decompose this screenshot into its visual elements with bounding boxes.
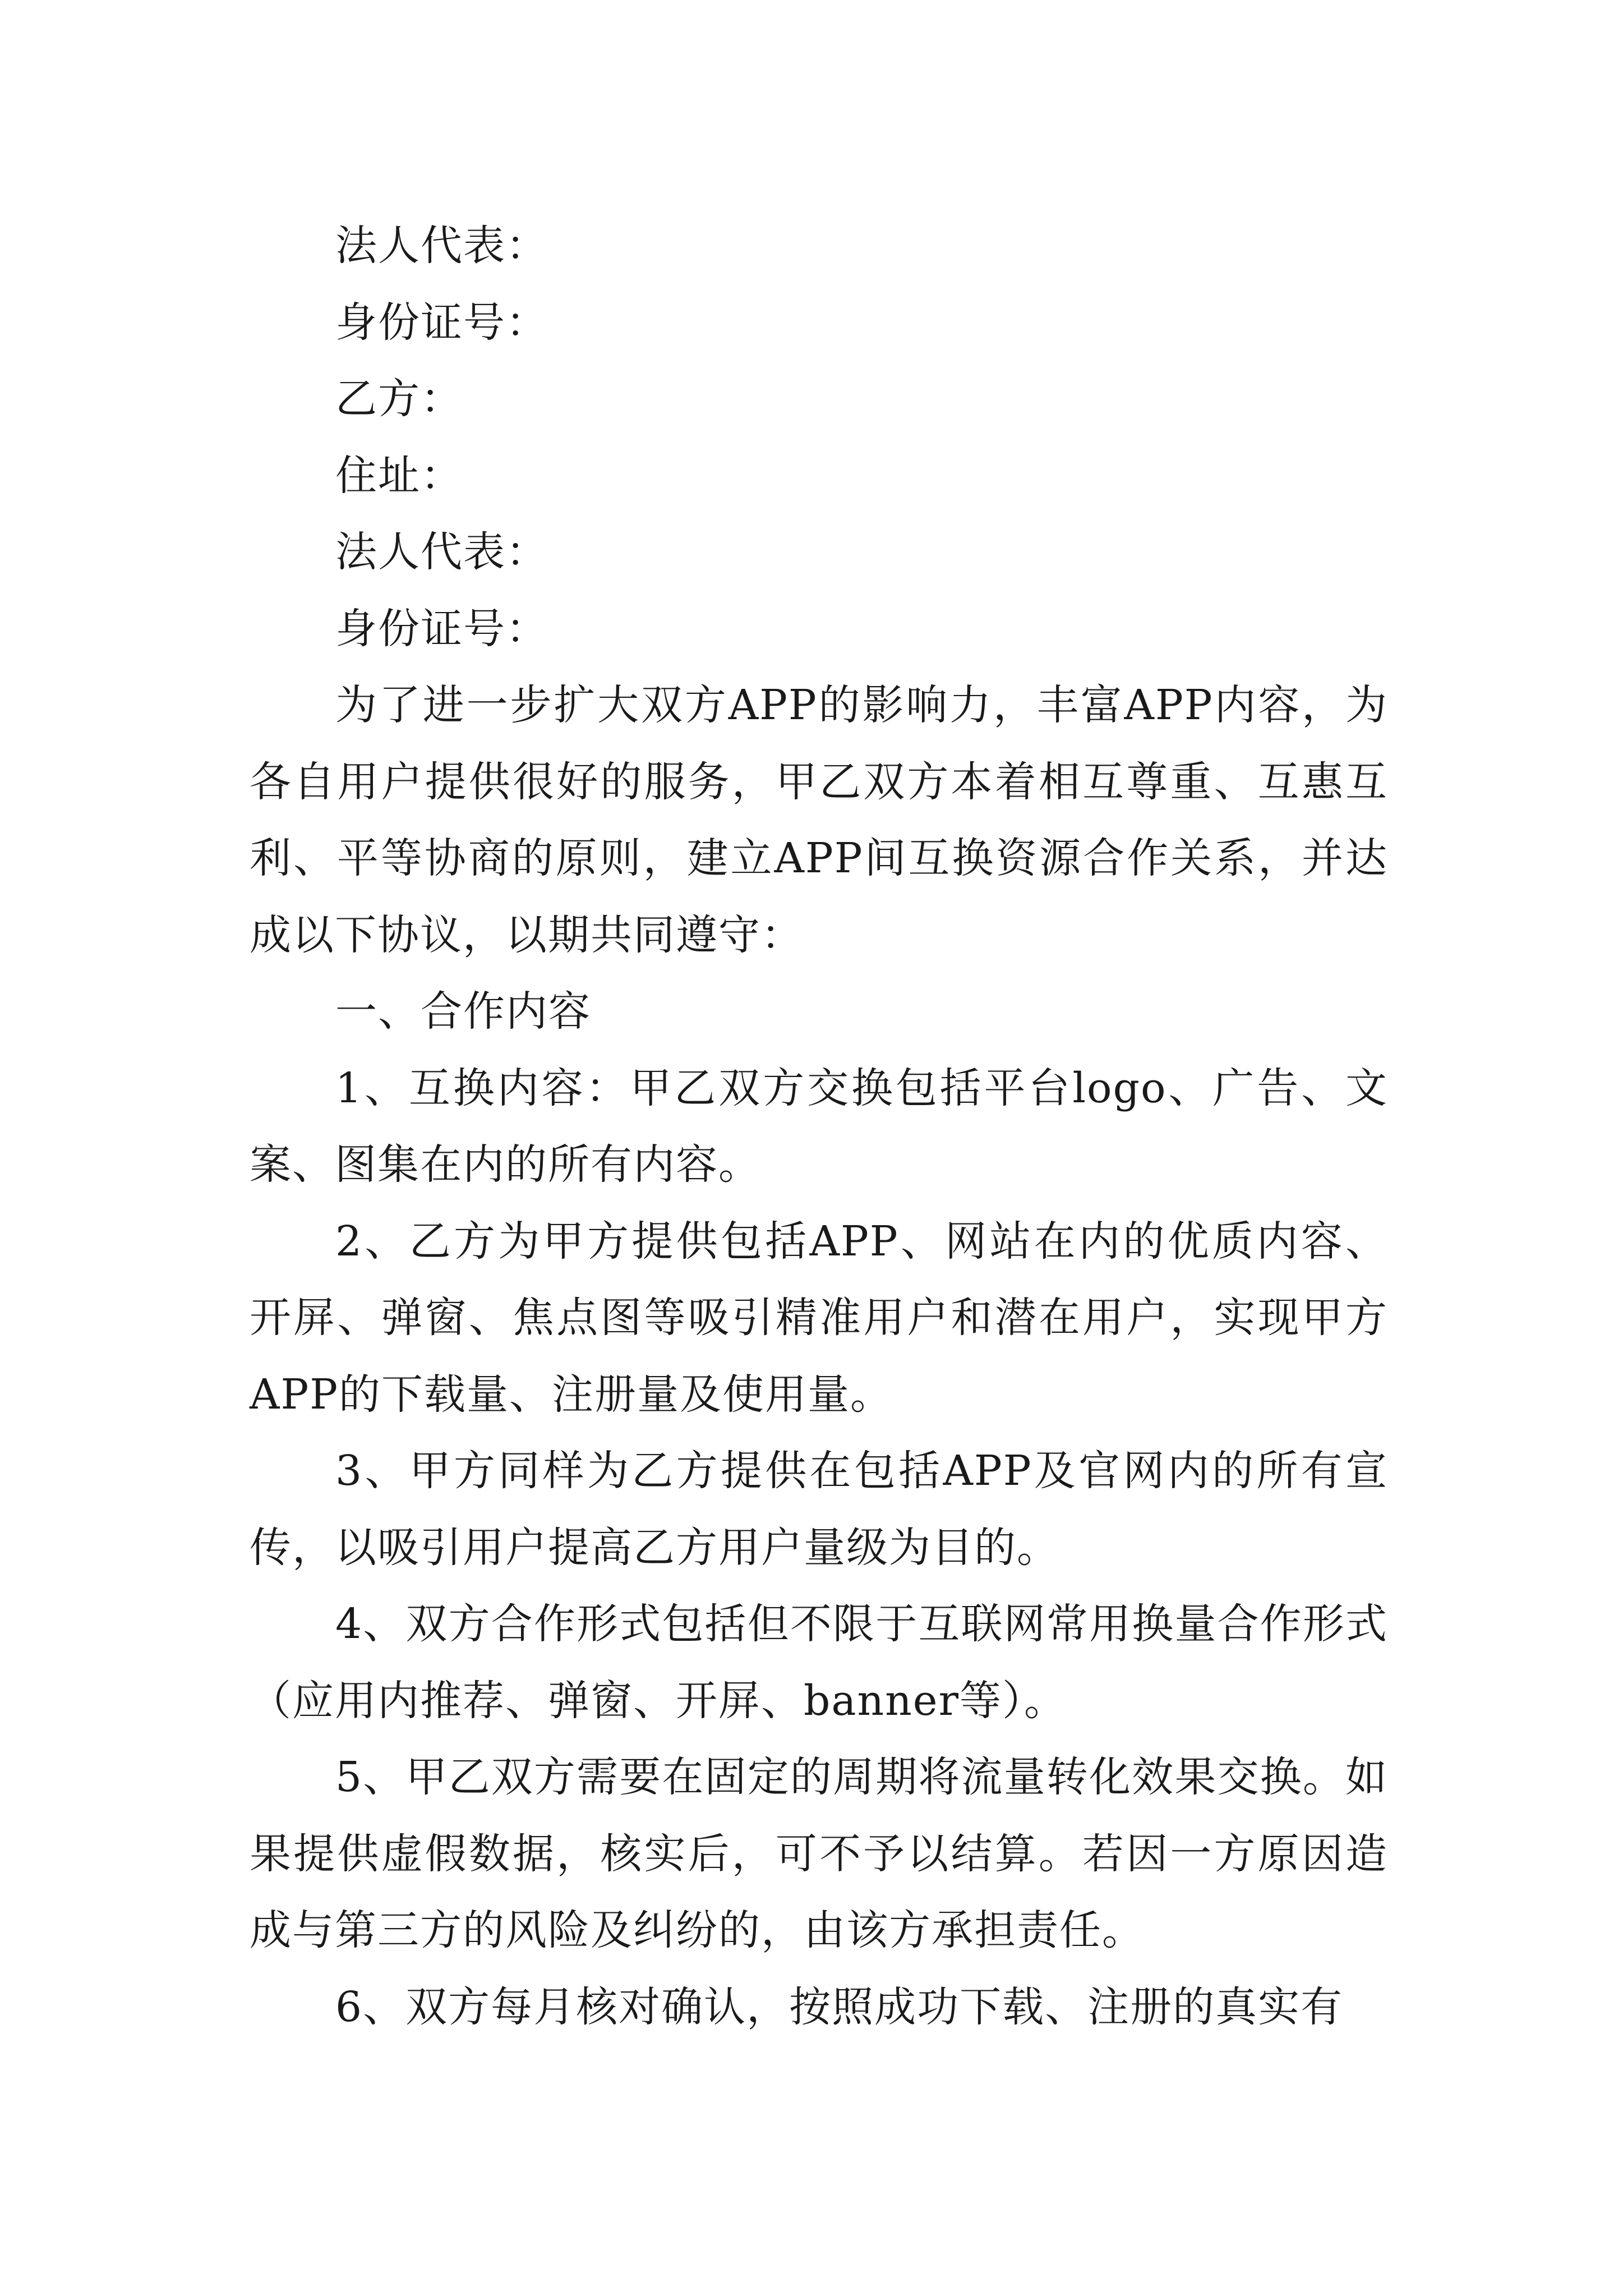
clause-1: 1、互换内容：甲乙双方交换包括平台logo、广告、文案、图集在内的所有内容。 — [250, 1064, 1388, 1189]
party-b-field: 乙方： — [335, 375, 463, 423]
clause-5: 5、甲乙双方需要在固定的周期将流量转化效果交换。如果提供虚假数据，核实后，可不予以结算。若因一方原因造成与第三方的风险及纠纷的，由该方承担责任。 — [250, 1753, 1388, 1954]
id-number-field-a: 身份证号： — [335, 298, 548, 347]
clause-3: 3、甲方同样为乙方提供在包括APP及官网内的所有宣传，以吸引用户提高乙方用户量级为目的。 — [250, 1447, 1388, 1572]
document-body — [250, 208, 1388, 2045]
id-number-field-b: 身份证号： — [335, 604, 548, 653]
legal-representative-field-a: 法人代表： — [335, 222, 548, 270]
clause-2: 2、乙方为甲方提供包括APP、网站在内的优质内容、开屏、弹窗、焦点图等吸引精准用户和潜在用户，实现甲方APP的下载量、注册量及使用量。 — [250, 1217, 1388, 1419]
clause-6: 6、双方每月核对确认，按照成功下载、注册的真实有 — [335, 1982, 1344, 2031]
address-field: 住址： — [335, 451, 463, 500]
clause-4: 4、双方合作形式包括但不限于互联网常用换量合作形式（应用内推荐、弹窗、开屏、banner等）。 — [250, 1600, 1388, 1725]
legal-representative-field-b: 法人代表： — [335, 528, 548, 576]
preamble-paragraph: 为了进一步扩大双方APP的影响力，丰富APP内容，为各自用户提供很好的服务，甲乙双方本着相互尊重、互惠互利、平等协商的原则，建立APP间互换资源合作关系，并达成以下协议，以期共同遵守： — [250, 681, 1388, 959]
section-heading-cooperation: 一、合作内容 — [335, 987, 591, 1036]
